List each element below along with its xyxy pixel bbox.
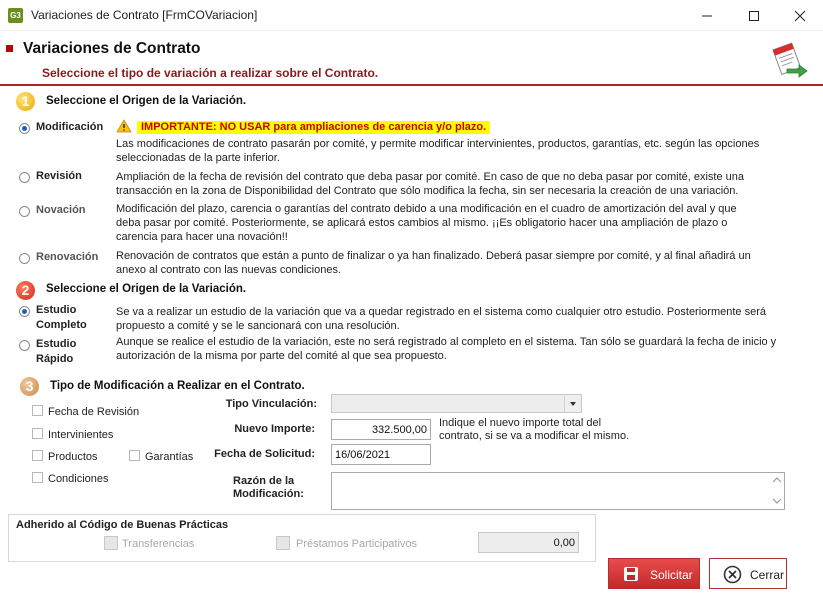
checkbox-condiciones[interactable] — [32, 472, 43, 483]
label-fecha-solicitud: Fecha de Solicitud: — [214, 448, 315, 460]
scroll-down-icon[interactable] — [772, 496, 782, 506]
razon-textarea[interactable] — [331, 472, 785, 510]
label-renovacion: Renovación — [36, 251, 99, 263]
nuevo-importe-field[interactable]: 332.500,00 — [331, 419, 431, 440]
radio-estudio-rapido[interactable] — [19, 340, 30, 351]
step-2-icon: 2 — [16, 281, 35, 300]
desc-novacion: Modificación del plazo, carencia o garantías del contrato debido a una modificación en el cuadro de amortización del aval y que deba pasar por comité. Posteriormente, se aplicará estos cambios al mismo. ¡¡Es obligatorio hacer una ampliación de plazo o carencia para hacer una novación!! — [116, 203, 737, 243]
window-titlebar — [0, 0, 823, 31]
maximize-icon — [748, 10, 760, 22]
solicitar-label: Solicitar — [650, 568, 693, 582]
scroll-up-icon[interactable] — [772, 475, 782, 485]
checkbox-productos[interactable] — [32, 450, 43, 461]
minimize-icon — [701, 10, 713, 22]
label-intervinientes: Intervinientes — [48, 429, 114, 441]
form-header — [0, 33, 823, 85]
step-3-icon: 3 — [20, 377, 39, 396]
label-transferencias: Transferencias — [122, 538, 195, 550]
cerrar-label: Cerrar — [750, 568, 785, 582]
buenas-practicas-value[interactable]: 0,00 — [478, 532, 579, 553]
cerrar-button[interactable] — [709, 558, 787, 589]
solicitar-button[interactable] — [608, 558, 700, 589]
close-icon — [794, 10, 806, 22]
desc-estudio-completo: Se va a realizar un estudio de la variación que va a quedar registrado en el sistema como cualquier otro estudio. Posteriormente será propuesto a comité y se le sancionará con una resolución. — [116, 306, 766, 332]
header-bullet-icon — [6, 45, 13, 52]
window-title: Variaciones de Contrato [FrmCOVariacion] — [31, 8, 258, 22]
warning-text: IMPORTANTE: NO USAR para ampliaciones de carencia y/o plazo. — [137, 121, 490, 134]
section1-title: Seleccione el Origen de la Variación. — [46, 95, 247, 107]
label-prestamos: Préstamos Participativos — [296, 538, 418, 550]
label-estudio-completo: Estudio Completo — [36, 304, 87, 331]
page-title: Variaciones de Contrato — [23, 40, 201, 57]
radio-revision[interactable] — [19, 172, 30, 183]
save-icon — [623, 566, 639, 582]
label-tipo-vinculacion: Tipo Vinculación: — [225, 398, 317, 410]
contract-variation-icon — [769, 39, 809, 79]
label-fecha-revision: Fecha de Revisión — [48, 406, 140, 418]
maximize-button[interactable] — [731, 0, 777, 31]
label-revision: Revisión — [36, 170, 82, 182]
close-window-button[interactable] — [777, 0, 823, 31]
header-divider — [0, 84, 823, 86]
minimize-button[interactable] — [684, 0, 730, 31]
buenas-practicas-title: Adherido al Código de Buenas Prácticas — [16, 519, 229, 531]
warning-icon — [116, 119, 132, 133]
page-subtitle: Seleccione el tipo de variación a realizar sobre el Contrato. — [42, 66, 379, 80]
label-razon: Razón de la Modificación: — [233, 475, 304, 500]
cancel-icon — [723, 565, 742, 584]
checkbox-prestamos[interactable] — [276, 536, 290, 550]
fecha-solicitud-field[interactable]: 16/06/2021 — [331, 444, 431, 465]
label-condiciones: Condiciones — [48, 473, 109, 485]
label-modificacion: Modificación — [36, 121, 104, 133]
desc-renovacion: Renovación de contratos que están a punto de finalizar o ya han finalizado. Deberá pasar siempre por comité, y al final añadirá un anexo al contrato con las nuevas condiciones. — [116, 250, 751, 276]
desc-modificacion: Las modificaciones de contrato pasarán por comité, y permite modificar intervinientes, productos, garantías, etc. según las opciones seleccionadas de la parte inferior. — [116, 138, 760, 164]
label-garantias: Garantías — [145, 451, 194, 463]
label-productos: Productos — [48, 451, 98, 463]
radio-modificacion[interactable] — [19, 123, 30, 134]
chevron-down-icon[interactable] — [564, 396, 580, 412]
checkbox-garantias[interactable] — [129, 450, 140, 461]
step-1-icon: 1 — [16, 92, 35, 111]
app-icon: G3 — [8, 8, 23, 23]
desc-estudio-rapido: Aunque se realice el estudio de la variación, este no será registrado al completo en el sistema. Tan sólo se guardará la fecha de inicio y autorización de la misma por parte del comité al que sea propuesto. — [116, 336, 777, 362]
section2-title: Seleccione el Origen de la Variación. — [46, 283, 247, 295]
importe-note: Indique el nuevo importe total del contrato, si se va a modificar el mismo. — [439, 417, 630, 442]
radio-renovacion[interactable] — [19, 253, 30, 264]
label-estudio-rapido: Estudio Rápido — [36, 338, 77, 365]
checkbox-fecha-revision[interactable] — [32, 405, 43, 416]
label-novacion: Novación — [36, 204, 86, 216]
section3-title: Tipo de Modificación a Realizar en el Contrato. — [50, 380, 305, 392]
checkbox-intervinientes[interactable] — [32, 428, 43, 439]
tipo-vinculacion-select[interactable] — [331, 394, 582, 413]
radio-novacion[interactable] — [19, 206, 30, 217]
desc-revision: Ampliación de la fecha de revisión del contrato que deba pasar por comité. En caso de que no deba pasar por comité, existe una transacción en la zona de Disponibilidad del Contrato que sólo modifica la fecha, sin ser necesaria la creación de una variación. — [116, 171, 744, 197]
label-nuevo-importe: Nuevo Importe: — [234, 423, 315, 435]
radio-estudio-completo[interactable] — [19, 306, 30, 317]
checkbox-transferencias[interactable] — [104, 536, 118, 550]
